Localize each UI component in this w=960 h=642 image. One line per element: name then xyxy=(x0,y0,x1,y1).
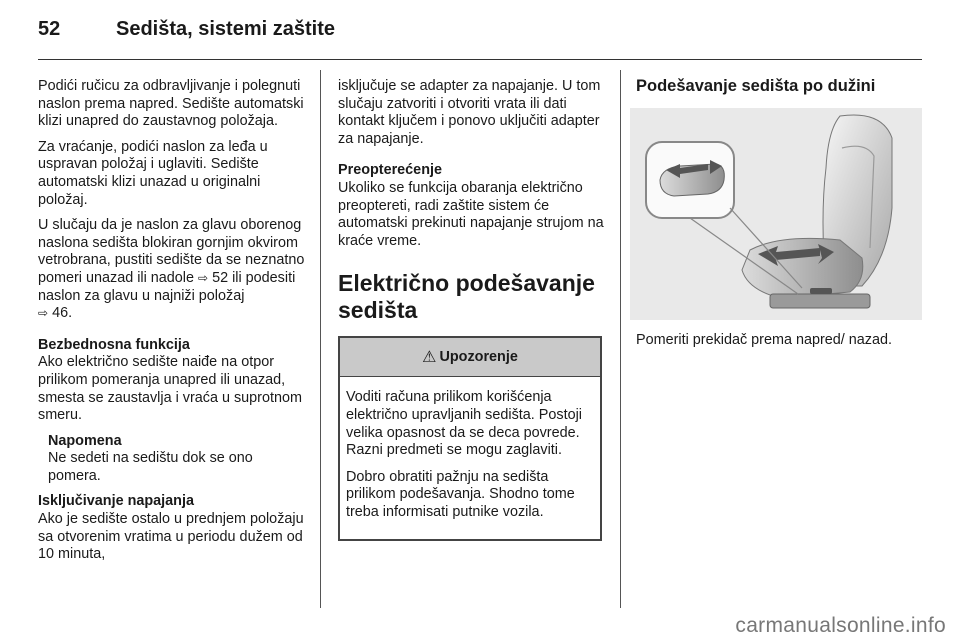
page-reference-link[interactable]: 46 xyxy=(52,305,69,322)
warning-triangle-icon: ⚠ xyxy=(422,348,437,366)
note-box xyxy=(48,433,306,486)
warning-body xyxy=(340,377,600,538)
column-divider xyxy=(620,70,621,608)
subheading-power: Isključivanje napajanja xyxy=(38,493,194,510)
page-reference-link[interactable]: 52 xyxy=(212,269,229,286)
page-title: Sedišta, sistemi zaštite xyxy=(116,18,335,40)
column-1 xyxy=(38,78,306,572)
paragraph: Ako je sedište ostalo u prednjem položaju sa otvorenim vratima u periodu dužem od 10 minuta, xyxy=(38,511,304,563)
warning-title: Upozorenje xyxy=(439,348,518,365)
warning-text: Voditi računa prilikom korišćenja električno upravljanih sedišta. Postoji velika opasnost da se deca povrede. Razni predmeti se mogu zaglaviti. xyxy=(346,389,582,459)
caption: Pomeriti prekidač prema napred/ nazad. xyxy=(636,331,892,348)
note-text: Ne sedeti na sedištu dok se ono pomera. xyxy=(48,450,253,484)
note-title: Napomena xyxy=(48,432,122,449)
watermark: carmanualsonline.info xyxy=(735,614,946,637)
paragraph: isključuje se adapter za napajanje. U tom slučaju zatvoriti i otvoriti vrata ili dati kontakt ključem i ponovo uključiti adapter za napajanje. xyxy=(338,78,601,147)
seat-adjust-icon xyxy=(630,108,922,320)
paragraph: Podići ručicu za odbravljivanje i polegnuti naslon prema napred. Sedište automatski klizi unapred do zaustavnog položaja. xyxy=(38,78,304,130)
warning-header xyxy=(340,338,600,377)
section-heading: Električno podešavanje sedišta xyxy=(338,270,595,324)
paragraph: Ukoliko se funkcija obaranja električno preoptereti, radi zaštite sistem će automatski prekinuti napajanje strujom na kraće vreme. xyxy=(338,179,604,249)
paragraph: Ako električno sedište naiđe na otpor prilikom pomeranja unapred ili unazad, smesta se zaustavlja i vraća u suprotnom smeru. xyxy=(38,354,302,424)
subheading-safety: Bezbednosna funkcija xyxy=(38,336,190,353)
paragraph: U slučaju da je naslon za glavu oborenog naslona sedišta blokiran gornjim okvirom vetrobrana, pustiti sedište da se neznatno pomeri unazad ili nadole ⇨ 52 ili podesiti naslon za glavu u najniži položaj ⇨ 46. xyxy=(38,217,305,322)
warning-box xyxy=(338,336,602,540)
column-3 xyxy=(636,78,926,357)
page-number: 52 xyxy=(38,18,61,40)
paragraph: Za vraćanje, podići naslon za leđa u uspravan položaj i uglaviti. Sedište automatski klizi unazad u originalni položaj. xyxy=(38,138,268,208)
reference-arrow-icon: ⇨ xyxy=(38,306,49,321)
warning-text: Dobro obratiti pažnju na sedišta prilikom podešavanja. Shodno tome treba informisati putnike vozila. xyxy=(346,468,575,520)
page-header xyxy=(38,18,335,41)
column-divider xyxy=(320,70,321,608)
seat-illustration xyxy=(630,108,922,320)
column-2 xyxy=(338,78,606,541)
reference-arrow-icon: ⇨ xyxy=(198,270,209,285)
header-rule xyxy=(38,59,922,60)
subsection-heading: Podešavanje sedišta po dužini xyxy=(636,77,876,95)
subheading-overload: Preopterećenje xyxy=(338,162,442,179)
